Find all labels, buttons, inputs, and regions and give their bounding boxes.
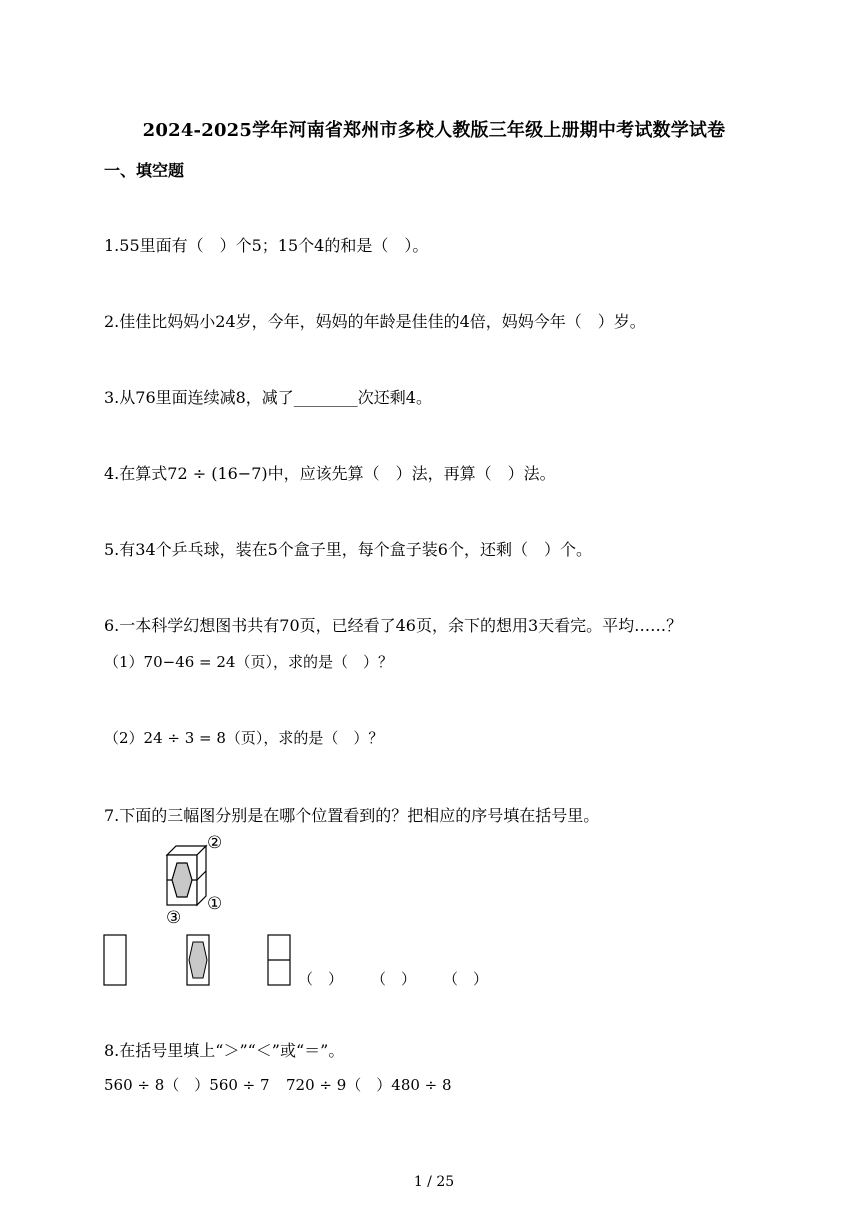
label-view-1: ① (207, 894, 223, 914)
question-1: 1.55里面有（ ）个5；15个4的和是（ ）。 (104, 236, 429, 255)
answer-blank-3: （ ） (443, 970, 489, 988)
question-6-part-1: （1）70−46 = 24（页），求的是（ ）？ (104, 653, 393, 671)
answer-blank-1: （ ） (298, 970, 344, 988)
view-hexagon (187, 935, 209, 985)
section-heading: 一、填空题 (104, 161, 185, 180)
view-rectangle (104, 935, 126, 985)
question-4: 4.在算式72 ÷ (16−7)中，应该先算（ ）法，再算（ ）法。 (104, 464, 556, 483)
view-split-rectangle (268, 935, 290, 985)
page-title: 2024-2025学年河南省郑州市多校人教版三年级上册期中考试数学试卷 (142, 120, 726, 141)
question-7: 7.下面的三幅图分别是在哪个位置看到的？把相应的序号填在括号里。 (104, 806, 600, 825)
box-figure (167, 846, 206, 905)
question-8-expr-2: 720 ÷ 9（ ）480 ÷ 8 (286, 1076, 452, 1094)
question-8-expr-1: 560 ÷ 8（ ）560 ÷ 7 (104, 1076, 270, 1094)
label-view-2: ② (207, 833, 223, 853)
answer-blank-2: （ ） (371, 970, 417, 988)
question-3: 3.从76里面连续减8，减了________次还剩4。 (104, 388, 432, 407)
question-6-part-2: （2）24 ÷ 3 = 8（页），求的是（ ）？ (104, 729, 384, 747)
question-8: 8.在括号里填上“＞”“＜”或“＝”。 (104, 1041, 345, 1060)
page-number: 1 / 25 (413, 1174, 455, 1190)
question-2: 2.佳佳比妈妈小24岁，今年，妈妈的年龄是佳佳的4倍，妈妈今年（ ）岁。 (104, 312, 646, 331)
question-5: 5.有34个乒乓球，装在5个盒子里，每个盒子装6个，还剩（ ）个。 (104, 540, 592, 559)
label-view-3: ③ (166, 908, 182, 928)
question-6: 6.一本科学幻想图书共有70页，已经看了46页，余下的想用3天看完。平均……？ (104, 616, 683, 635)
